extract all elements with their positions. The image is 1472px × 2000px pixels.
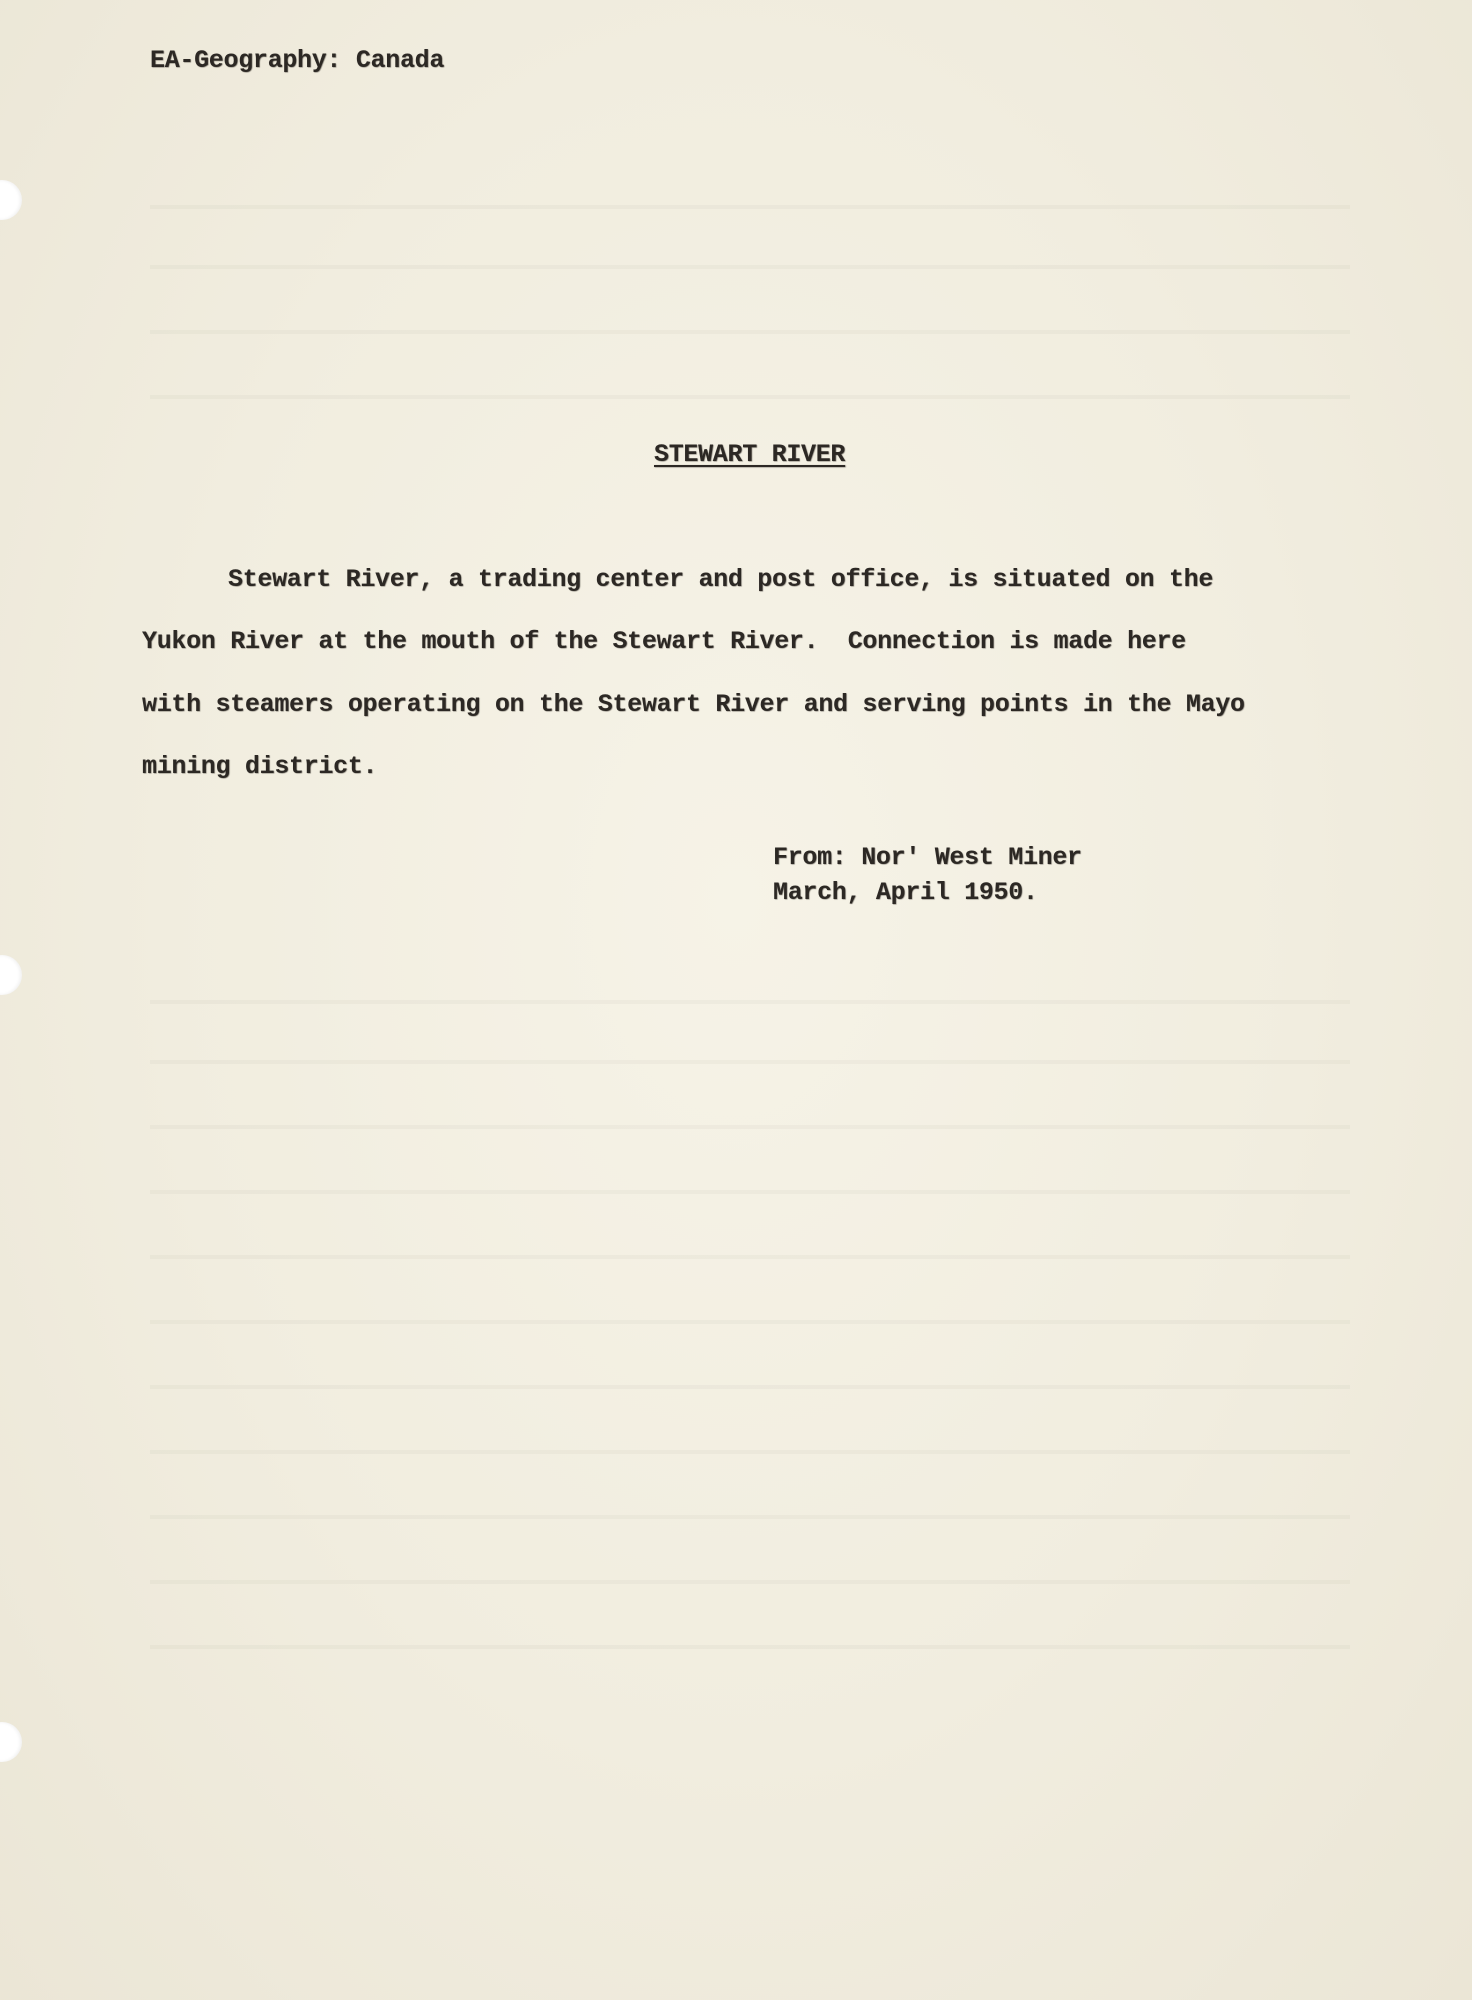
document-title: STEWART RIVER <box>654 440 846 469</box>
body-line-1: Stewart River, a trading center and post office, is situated on the <box>228 565 1214 594</box>
source-date: March, April 1950. <box>773 878 1038 907</box>
source-citation: From: Nor' West Miner <box>773 843 1082 872</box>
punch-hole-middle <box>0 955 22 995</box>
show-through-line <box>150 1645 1350 1649</box>
show-through-line <box>150 1580 1350 1584</box>
show-through-line <box>150 1450 1350 1454</box>
show-through-line <box>150 1320 1350 1324</box>
show-through-line <box>150 1255 1350 1259</box>
document-header: EA-Geography: Canada <box>150 46 445 75</box>
show-through-line <box>150 265 1350 269</box>
show-through-line <box>150 1060 1350 1064</box>
body-line-3: with steamers operating on the Stewart River and serving points in the Mayo <box>142 690 1245 719</box>
show-through-line <box>150 1385 1350 1389</box>
show-through-line <box>150 1190 1350 1194</box>
punch-hole-bottom <box>0 1722 22 1762</box>
show-through-line <box>150 330 1350 334</box>
show-through-line <box>150 395 1350 399</box>
show-through-line <box>150 1515 1350 1519</box>
punch-hole-top <box>0 180 22 220</box>
show-through-line <box>150 1000 1350 1004</box>
body-line-4: mining district. <box>142 752 378 781</box>
show-through-line <box>150 205 1350 209</box>
body-line-2: Yukon River at the mouth of the Stewart River. Connection is made here <box>142 627 1186 656</box>
show-through-line <box>150 1125 1350 1129</box>
